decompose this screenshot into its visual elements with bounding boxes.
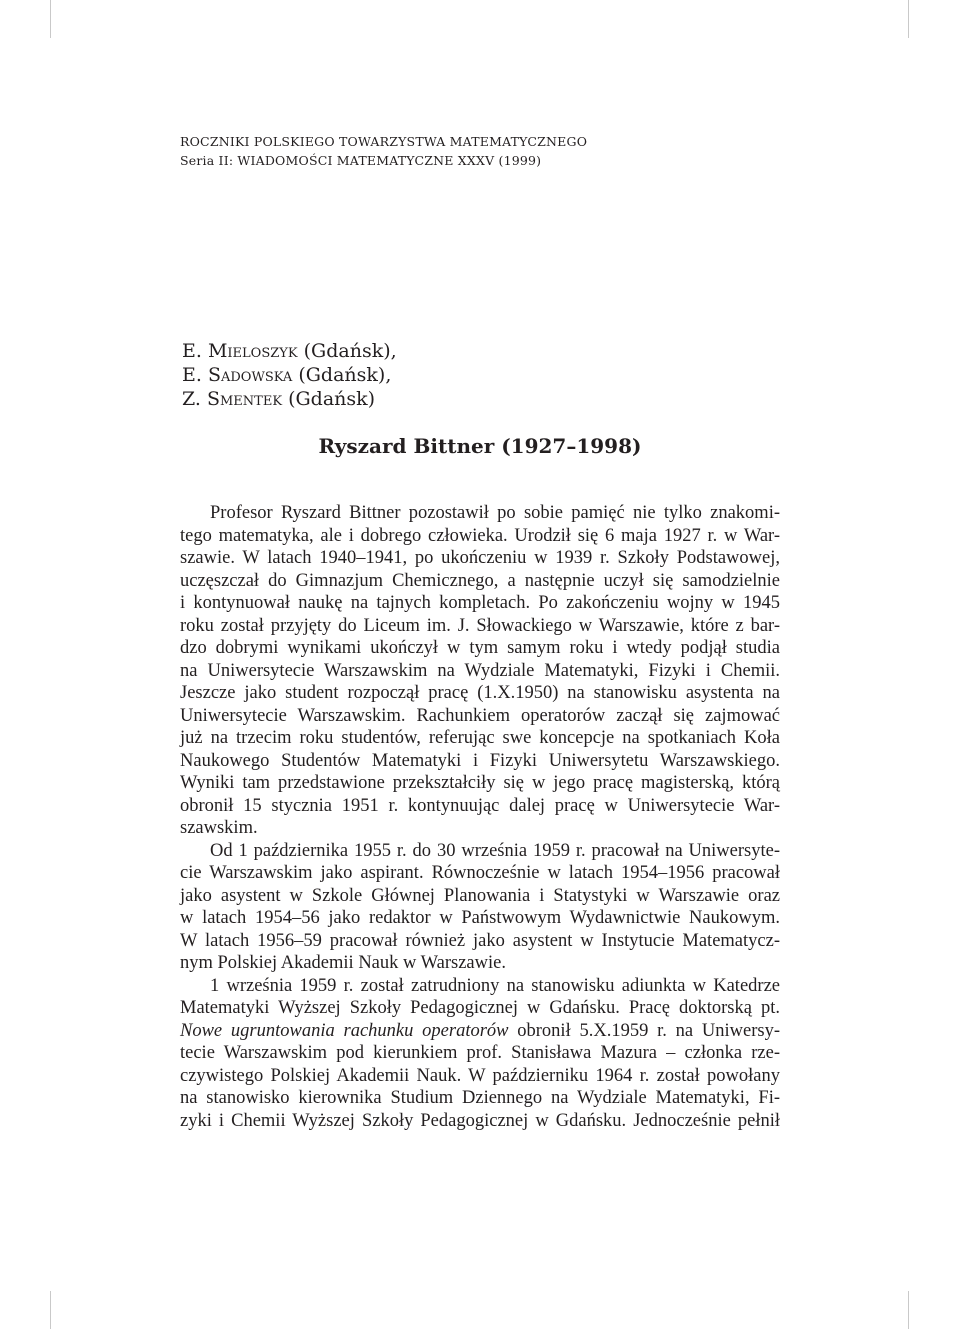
author-initial: E. <box>182 340 202 362</box>
text-line: już na trzecim roku studentów, referując swe koncepcje na spotkaniach Koła <box>180 728 780 748</box>
author-affiliation: (Gdańsk), <box>298 364 392 386</box>
text-line: na stanowisko kierownika Studium Dziennego na Wydziale Matematyki, Fi- <box>180 1088 780 1108</box>
text-line: na Uniwersytecie Warszawskim na Wydziale Matematyki, Fizyki i Chemii. <box>180 660 780 681</box>
text-line: szawskim. <box>180 818 258 838</box>
author-surname: Smentek <box>206 388 283 410</box>
text-line: i kontynuował naukę na tajnych kompletach. Po zakończeniu wojny w 1945 <box>180 593 780 613</box>
journal-header <box>180 132 587 170</box>
text-line: Uniwersytecie Warszawskim. Rachunkiem operatorów zaczął się zajmować <box>180 705 780 726</box>
crop-mark-bottom-right <box>908 1291 909 1329</box>
author-surname: Sadowska <box>207 364 293 386</box>
paragraph-3 <box>180 975 780 1133</box>
text-line: W latach 1956–59 pracował również jako asystent w Instytucie Matematycz- <box>180 930 780 951</box>
crop-mark-top-left <box>50 0 51 38</box>
thesis-title: Nowe ugruntowania rachunku operatorów <box>180 1020 509 1041</box>
text-line: roku został przyjęty do Liceum im. J. Słowackiego w Warszawie, które z bar- <box>180 615 780 636</box>
text-line: w latach 1954–56 jako redaktor w Państwowym Wydawnictwie Naukowym. <box>180 908 780 928</box>
crop-mark-bottom-left <box>50 1291 51 1329</box>
text-line: obronił 15 stycznia 1951 r. kontynuując dalej pracę w Uniwersytecie War- <box>180 795 780 816</box>
crop-mark-top-right <box>908 0 909 38</box>
paragraph-2 <box>180 840 780 975</box>
author-list <box>182 339 397 411</box>
journal-series: Seria II: WIADOMOŚCI MATEMATYCZNE XXXV (1999) <box>180 153 542 168</box>
text-line: czywistego Polskiej Akademii Nauk. W październiku 1964 r. został powołany <box>180 1065 780 1086</box>
author-surname: Mieloszyk <box>207 340 298 362</box>
author-entry <box>182 339 397 363</box>
author-entry <box>182 387 397 411</box>
paragraph-1 <box>180 502 780 840</box>
author-affiliation: (Gdańsk) <box>288 388 376 410</box>
author-initial: Z. <box>182 388 201 410</box>
text-line: 1 września 1959 r. został zatrudniony na stanowisku adiunkta w Katedrze <box>210 975 780 996</box>
thesis-defense-text: obronił 5.X.1959 r. na Uniwersy- <box>508 1020 780 1041</box>
text-line: dzo dobrymi wynikami ukończył w tym samym roku i wtedy podjął studia <box>180 638 780 658</box>
text-line: Naukowego Studentów Matematyki i Fizyki Uniwersytetu Warszawskiego. <box>180 750 780 771</box>
text-line: szawie. W latach 1940–1941, po ukończeniu w 1939 r. Szkoły Podstawowej, <box>180 548 780 568</box>
text-line: nym Polskiej Akademii Nauk w Warszawie. <box>180 953 506 973</box>
text-line <box>180 1020 780 1043</box>
text-line: Jeszcze jako student rozpoczął pracę (1.X.1950) na stanowisku asystenta na <box>180 683 780 703</box>
text-line: tego matematyka, ale i dobrego człowieka. Urodził się 6 maja 1927 r. w War- <box>180 525 780 546</box>
text-line: Wyniki tam przedstawione przekształciły się w jego pracę magisterską, którą <box>180 773 780 793</box>
article-title: Ryszard Bittner (1927–1998) <box>318 434 642 458</box>
text-line: Profesor Ryszard Bittner pozostawił po sobie pamięć nie tylko znakomi- <box>210 503 780 523</box>
author-entry <box>182 363 397 387</box>
text-line: jako asystent w Szkole Głównej Planowania i Statystyki w Warszawie oraz <box>180 885 780 906</box>
journal-name: ROCZNIKI POLSKIEGO TOWARZYSTWA MATEMATYCZNEGO <box>180 134 588 149</box>
text-line: Od 1 października 1955 r. do 30 września 1959 r. pracował na Uniwersyte- <box>210 840 780 861</box>
author-affiliation: (Gdańsk), <box>303 340 397 362</box>
author-initial: E. <box>182 364 202 386</box>
text-line: Matematyki Wyższej Szkoły Pedagogicznej w Gdańsku. Pracę doktorską pt. <box>180 998 780 1018</box>
text-line: cie Warszawskim jako aspirant. Równocześnie w latach 1954–1956 pracował <box>180 863 780 883</box>
article-body <box>180 502 780 1132</box>
text-line: zyki i Chemii Wyższej Szkoły Pedagogicznej w Gdańsku. Jednocześnie pełnił <box>180 1110 780 1131</box>
text-line: tecie Warszawskim pod kierunkiem prof. Stanisława Mazura – członka rze- <box>180 1043 780 1063</box>
text-line: uczęszczał do Gimnazjum Chemicznego, a następnie uczył się samodzielnie <box>180 570 780 591</box>
